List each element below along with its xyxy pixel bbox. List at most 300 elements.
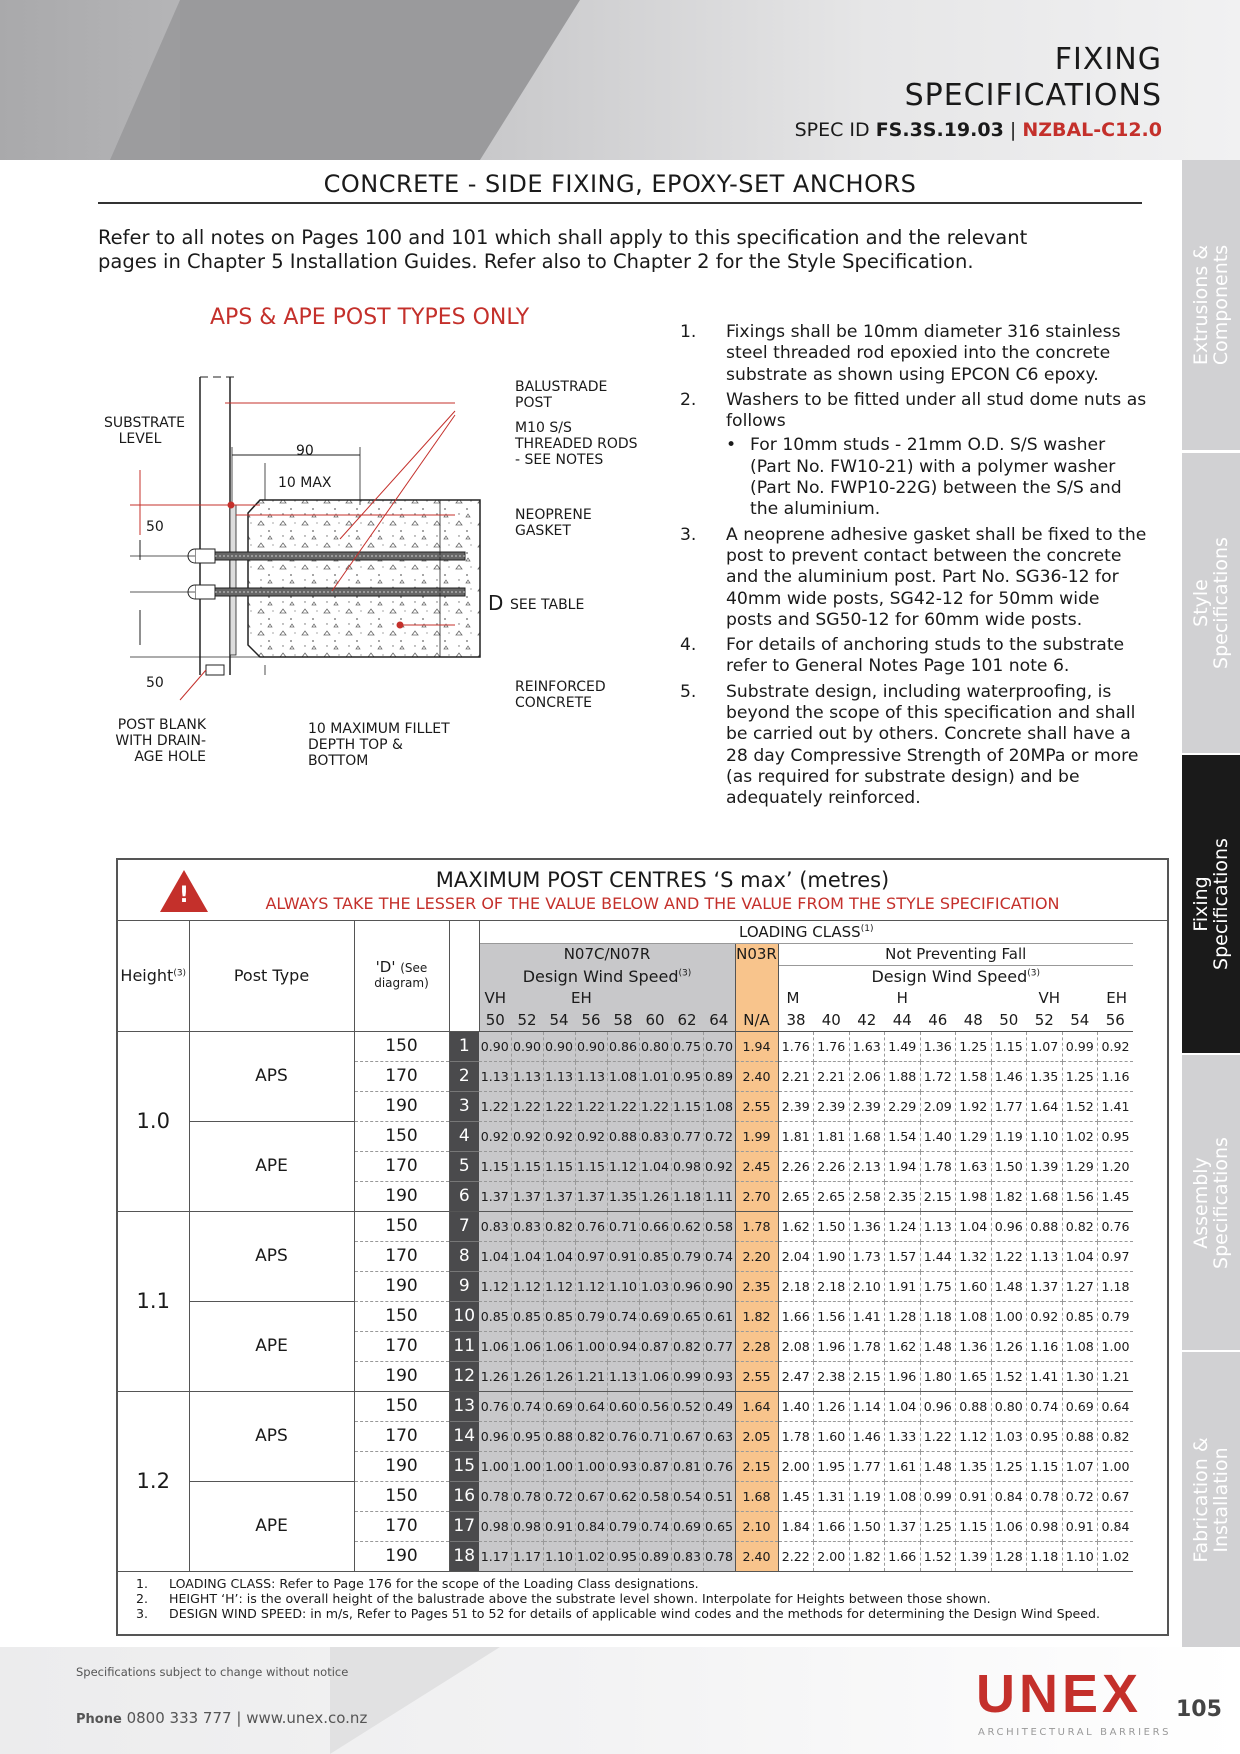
value-cell: 1.13 (607, 1361, 639, 1391)
value-cell: 1.96 (814, 1331, 850, 1361)
value-cell: 1.15 (575, 1151, 607, 1181)
value-cell: 0.82 (671, 1331, 703, 1361)
side-tab-fixing[interactable] (1182, 755, 1240, 1053)
table-title: MAXIMUM POST CENTRES ‘S max’ (metres) (435, 868, 890, 892)
value-cell: 0.93 (607, 1451, 639, 1481)
side-tab-label: Style Specifications (1190, 537, 1232, 669)
value-cell: 1.13 (479, 1061, 511, 1091)
side-tab-fabrication[interactable] (1182, 1352, 1240, 1647)
value-cell: 2.15 (920, 1181, 956, 1211)
row-index-cell: 3 (449, 1091, 479, 1121)
value-cell: 0.92 (1098, 1031, 1134, 1061)
loading-class-header: LOADING CLASS$^{(1)}$ (479, 921, 1133, 943)
value-cell: 0.95 (511, 1421, 543, 1451)
wind-speed-header: 38 (778, 1009, 814, 1031)
value-cell: 1.19 (849, 1481, 885, 1511)
value-cell: 0.98 (671, 1151, 703, 1181)
value-cell: 0.77 (671, 1121, 703, 1151)
phone-label: Phone (76, 1712, 122, 1727)
value-cell: 0.71 (607, 1211, 639, 1241)
value-cell: 2.55 (735, 1361, 778, 1391)
value-cell: 1.21 (1098, 1361, 1134, 1391)
value-cell: 2.18 (814, 1271, 850, 1301)
value-cell: 2.65 (778, 1181, 814, 1211)
value-cell: 1.29 (956, 1121, 992, 1151)
value-cell: 1.06 (639, 1361, 671, 1391)
value-cell: 0.70 (703, 1031, 735, 1061)
value-cell: 0.60 (607, 1391, 639, 1421)
value-cell: 1.80 (920, 1361, 956, 1391)
value-cell: 1.68 (735, 1481, 778, 1511)
row-index-cell: 7 (449, 1211, 479, 1241)
d-value-cell: 190 (354, 1541, 449, 1571)
value-cell: 1.40 (920, 1121, 956, 1151)
d-value-cell: 190 (354, 1271, 449, 1301)
value-cell: 1.00 (543, 1451, 575, 1481)
value-cell: 1.12 (511, 1271, 543, 1301)
table-row (118, 1481, 1133, 1511)
d-value-cell: 190 (354, 1451, 449, 1481)
value-cell: 0.87 (639, 1331, 671, 1361)
spec-label: SPEC ID (794, 119, 870, 141)
value-cell: 1.75 (920, 1271, 956, 1301)
row-index-cell: 6 (449, 1181, 479, 1211)
header-decoration (480, 0, 580, 160)
col-index-header (449, 921, 479, 1031)
value-cell: 1.13 (543, 1061, 575, 1091)
value-cell: 0.64 (575, 1391, 607, 1421)
value-cell: 2.35 (735, 1271, 778, 1301)
footer-contact (76, 1709, 367, 1727)
note-item: 4. For details of anchoring studs to the substrate refer to General Notes Page 101 note 6. (680, 635, 1125, 677)
value-cell: 1.98 (956, 1181, 992, 1211)
value-cell: 1.36 (920, 1031, 956, 1061)
dimension-50-bottom: 50 (146, 675, 164, 691)
table-warning: ALWAYS TAKE THE LESSER OF THE VALUE BELOW AND THE VALUE FROM THE STYLE SPECIFICATION (265, 894, 1060, 913)
wind-speed-header: 52 (511, 1009, 543, 1031)
value-cell: 1.68 (1027, 1181, 1063, 1211)
wind-speed-header: 40 (814, 1009, 850, 1031)
row-index-cell: 9 (449, 1271, 479, 1301)
row-index-cell: 16 (449, 1481, 479, 1511)
value-cell: 1.04 (543, 1241, 575, 1271)
value-cell: 0.82 (543, 1211, 575, 1241)
wind-speed-header: N/A (735, 1009, 778, 1031)
table-footnotes (136, 1576, 1156, 1621)
side-tab-extrusions[interactable] (1182, 160, 1240, 450)
value-cell: 2.15 (849, 1361, 885, 1391)
value-cell: 0.80 (639, 1031, 671, 1061)
value-cell: 0.98 (1027, 1511, 1063, 1541)
side-tab-assembly[interactable] (1182, 1055, 1240, 1350)
value-cell: 0.91 (543, 1511, 575, 1541)
wind-speed-header: 54 (1062, 1009, 1098, 1031)
value-cell: 1.02 (1098, 1541, 1134, 1571)
note-item: 5. Substrate design, including waterproofing, is beyond the scope of this specification and shall be carried out by others. Concrete shall have a 28 day Compressive Strength of 20MPa or more (as required for substrate design) and be adequately reinforced. (680, 681, 1139, 809)
header-title (905, 42, 1162, 114)
value-cell: 1.60 (814, 1421, 850, 1451)
fixing-diagram (100, 365, 660, 785)
value-cell: 0.97 (1098, 1241, 1134, 1271)
phone-number: 0800 333 777 (126, 1709, 232, 1727)
wind-speed-header: 50 (991, 1009, 1027, 1031)
value-cell: 0.84 (575, 1511, 607, 1541)
value-cell: 2.18 (778, 1271, 814, 1301)
value-cell: 1.26 (991, 1331, 1027, 1361)
row-index-cell: 8 (449, 1241, 479, 1271)
side-tab-style[interactable] (1182, 453, 1240, 753)
value-cell: 1.82 (991, 1181, 1027, 1211)
value-cell: 0.92 (543, 1121, 575, 1151)
value-cell: 2.10 (849, 1271, 885, 1301)
value-cell: 1.18 (1098, 1271, 1134, 1301)
value-cell: 0.82 (1098, 1421, 1134, 1451)
value-cell: 1.26 (543, 1361, 575, 1391)
value-cell: 1.26 (511, 1361, 543, 1391)
value-cell: 0.99 (920, 1481, 956, 1511)
value-cell: 0.72 (703, 1121, 735, 1151)
wind-speed-header: 52 (1027, 1009, 1063, 1031)
dimension-90: 90 (296, 443, 314, 459)
value-cell: 1.41 (849, 1301, 885, 1331)
value-cell: 1.65 (956, 1361, 992, 1391)
value-cell: 0.97 (575, 1241, 607, 1271)
value-cell: 1.08 (1062, 1331, 1098, 1361)
value-cell: 1.22 (607, 1091, 639, 1121)
value-cell: 1.22 (920, 1421, 956, 1451)
spec-id-value: FS.3S.19.03 (875, 119, 1004, 141)
wind-zone-h: H (896, 989, 908, 1007)
value-cell: 0.88 (1027, 1211, 1063, 1241)
value-cell: 2.21 (778, 1061, 814, 1091)
value-cell: 0.76 (703, 1451, 735, 1481)
footnote: 2. HEIGHT ‘H’: is the overall height of the balustrade above the substrate level shown. Interpolate for Heights between those shown. (136, 1591, 991, 1606)
col-post-type-header: Post Type (189, 921, 354, 1031)
neoprene-gasket-label: NEOPRENE GASKET (515, 507, 592, 539)
fillet-label: 10 MAXIMUM FILLET DEPTH TOP & BOTTOM (308, 721, 450, 769)
value-cell: 1.08 (956, 1301, 992, 1331)
dimension-d-label: SEE TABLE (510, 597, 585, 613)
value-cell: 1.36 (849, 1211, 885, 1241)
table-row (118, 1301, 1133, 1331)
value-cell: 1.04 (956, 1211, 992, 1241)
value-cell: 0.76 (607, 1421, 639, 1451)
height-cell: 1.0 (118, 1031, 189, 1211)
row-index-cell: 2 (449, 1061, 479, 1091)
spec-notes (680, 322, 1150, 814)
value-cell: 0.82 (1062, 1211, 1098, 1241)
value-cell: 1.00 (575, 1331, 607, 1361)
value-cell: 1.37 (575, 1181, 607, 1211)
value-cell: 1.13 (511, 1061, 543, 1091)
value-cell: 1.22 (543, 1091, 575, 1121)
intro-line: Refer to all notes on Pages 100 and 101 which shall apply to this specification and the relevant (98, 226, 1028, 249)
value-cell: 0.56 (639, 1391, 671, 1421)
value-cell: 2.22 (778, 1541, 814, 1571)
value-cell: 0.79 (1098, 1301, 1134, 1331)
value-cell: 0.54 (671, 1481, 703, 1511)
value-cell: 0.90 (703, 1271, 735, 1301)
value-cell: 0.79 (575, 1301, 607, 1331)
value-cell: 1.88 (885, 1061, 921, 1091)
substrate-level-label: SUBSTRATE LEVEL (104, 415, 185, 447)
value-cell: 1.10 (1062, 1541, 1098, 1571)
value-cell: 1.18 (1027, 1541, 1063, 1571)
wind-speed-header: 62 (671, 1009, 703, 1031)
value-cell: 1.13 (920, 1211, 956, 1241)
row-index-cell: 11 (449, 1331, 479, 1361)
table-row (118, 1211, 1133, 1241)
value-cell: 1.58 (956, 1061, 992, 1091)
value-cell: 0.96 (479, 1421, 511, 1451)
value-cell: 0.71 (639, 1421, 671, 1451)
row-index-cell: 1 (449, 1031, 479, 1061)
warning-icon-mark: ! (178, 883, 190, 908)
value-cell: 2.45 (735, 1151, 778, 1181)
height-cell: 1.1 (118, 1211, 189, 1391)
balustrade-post-label: BALUSTRADE POST (515, 379, 608, 411)
reinforced-concrete-label: REINFORCED CONCRETE (515, 679, 606, 711)
value-cell: 1.06 (543, 1331, 575, 1361)
value-cell: 1.50 (991, 1151, 1027, 1181)
value-cell: 1.25 (956, 1031, 992, 1061)
value-cell: 1.10 (607, 1271, 639, 1301)
value-cell: 1.15 (956, 1511, 992, 1541)
value-cell: 0.98 (511, 1511, 543, 1541)
table-row (118, 1391, 1133, 1421)
value-cell: 2.29 (885, 1091, 921, 1121)
post-type-cell: APE (189, 1301, 354, 1391)
value-cell: 0.83 (671, 1541, 703, 1571)
wind-speed-header: 44 (885, 1009, 921, 1031)
wind-zone-vh: VH (479, 987, 511, 1009)
col-height-header: Height$^{(3)}$ (118, 921, 189, 1031)
wind-zone-eh: EH (1106, 989, 1127, 1007)
wind-speed-header: 46 (920, 1009, 956, 1031)
header-decoration (180, 0, 480, 160)
d-value-cell: 150 (354, 1031, 449, 1061)
value-cell: 1.12 (956, 1421, 992, 1451)
value-cell: 1.00 (991, 1301, 1027, 1331)
dimension-50-top: 50 (146, 519, 164, 535)
value-cell: 1.22 (639, 1091, 671, 1121)
value-cell: 1.41 (1027, 1361, 1063, 1391)
note-item: 2. Washers to be fitted under all stud dome nuts as follows • For 10mm studs - 21mm O.D. S/S washer (Part No. FW10-21) with a polymer washer (Part No. FWP10-22G) between the S/S and the aluminium. (680, 390, 1150, 521)
value-cell: 0.58 (639, 1481, 671, 1511)
value-cell: 1.82 (735, 1301, 778, 1331)
value-cell: 1.08 (703, 1091, 735, 1121)
value-cell: 0.90 (575, 1031, 607, 1061)
spec-id (795, 119, 1162, 141)
post-type-cell: APS (189, 1031, 354, 1121)
group-npf-header: Not Preventing Fall (778, 943, 1133, 965)
value-cell: 0.63 (703, 1421, 735, 1451)
wind-speed-header: 42 (849, 1009, 885, 1031)
value-cell: 1.36 (956, 1331, 992, 1361)
value-cell: 0.91 (607, 1241, 639, 1271)
value-cell: 1.63 (956, 1151, 992, 1181)
wind-zone-vh: VH (1038, 989, 1060, 1007)
value-cell: 0.78 (511, 1481, 543, 1511)
title-divider (98, 202, 1142, 204)
value-cell: 0.69 (1062, 1391, 1098, 1421)
value-cell: 1.68 (849, 1121, 885, 1151)
value-cell: 0.75 (671, 1031, 703, 1061)
value-cell: 1.48 (920, 1331, 956, 1361)
value-cell: 0.62 (671, 1211, 703, 1241)
value-cell: 1.26 (639, 1181, 671, 1211)
height-cell: 1.2 (118, 1391, 189, 1571)
value-cell: 1.15 (543, 1151, 575, 1181)
value-cell: 1.15 (479, 1151, 511, 1181)
value-cell: 2.00 (814, 1541, 850, 1571)
row-index-cell: 12 (449, 1361, 479, 1391)
website-link[interactable]: www.unex.co.nz (246, 1709, 368, 1727)
value-cell: 1.00 (511, 1451, 543, 1481)
value-cell: 1.64 (735, 1391, 778, 1421)
value-cell: 1.33 (885, 1421, 921, 1451)
value-cell: 1.99 (735, 1121, 778, 1151)
value-cell: 0.49 (703, 1391, 735, 1421)
value-cell: 1.91 (885, 1271, 921, 1301)
value-cell: 2.15 (735, 1451, 778, 1481)
value-cell: 0.88 (956, 1391, 992, 1421)
d-value-cell: 150 (354, 1481, 449, 1511)
value-cell: 1.54 (885, 1121, 921, 1151)
value-cell: 1.37 (543, 1181, 575, 1211)
wind-speed-header: 48 (956, 1009, 992, 1031)
value-cell: 1.94 (885, 1151, 921, 1181)
header-row (118, 921, 1133, 943)
value-cell: 1.50 (849, 1511, 885, 1541)
table-row (118, 1031, 1133, 1061)
value-cell: 0.88 (1062, 1421, 1098, 1451)
value-cell: 1.37 (1027, 1271, 1063, 1301)
value-cell: 1.48 (920, 1451, 956, 1481)
value-cell: 0.83 (511, 1211, 543, 1241)
threaded-rods-label: M10 S/S THREADED RODS - SEE NOTES (515, 420, 638, 468)
row-index-cell: 4 (449, 1121, 479, 1151)
diagram-heading: APS & APE POST TYPES ONLY (210, 305, 530, 330)
value-cell: 0.96 (991, 1211, 1027, 1241)
value-cell: 0.89 (639, 1541, 671, 1571)
value-cell: 0.72 (543, 1481, 575, 1511)
intro-line: pages in Chapter 5 Installation Guides. Refer also to Chapter 2 for the Style Specification. (98, 250, 974, 273)
value-cell: 0.85 (479, 1301, 511, 1331)
value-cell: 2.06 (849, 1061, 885, 1091)
value-cell: 1.04 (885, 1391, 921, 1421)
value-cell: 0.99 (671, 1361, 703, 1391)
value-cell: 1.12 (543, 1271, 575, 1301)
value-cell: 0.82 (575, 1421, 607, 1451)
value-cell: 2.05 (735, 1421, 778, 1451)
value-cell: 0.76 (575, 1211, 607, 1241)
value-cell: 2.26 (814, 1151, 850, 1181)
value-cell: 1.56 (1062, 1181, 1098, 1211)
value-cell: 2.26 (778, 1151, 814, 1181)
logo-subtitle: ARCHITECTURAL BARRIERS (978, 1727, 1172, 1738)
value-cell: 0.78 (1027, 1481, 1063, 1511)
wind-speed-header: 50 (479, 1009, 511, 1031)
value-cell: 0.77 (703, 1331, 735, 1361)
value-cell: 0.85 (511, 1301, 543, 1331)
group-n03r-header: N03R (735, 943, 778, 965)
value-cell: 1.82 (849, 1541, 885, 1571)
d-value-cell: 190 (354, 1091, 449, 1121)
d-value-cell: 170 (354, 1331, 449, 1361)
value-cell: 1.66 (778, 1301, 814, 1331)
value-cell: 0.76 (1098, 1211, 1134, 1241)
spec-standard: NZBAL-C12.0 (1022, 119, 1162, 141)
value-cell: 1.02 (575, 1541, 607, 1571)
value-cell: 1.60 (956, 1271, 992, 1301)
page-header (0, 0, 1240, 160)
row-index-cell: 5 (449, 1151, 479, 1181)
value-cell: 1.22 (575, 1091, 607, 1121)
value-cell: 0.85 (543, 1301, 575, 1331)
value-cell: 1.13 (1027, 1241, 1063, 1271)
value-cell: 1.76 (814, 1031, 850, 1061)
row-index-cell: 14 (449, 1421, 479, 1451)
value-cell: 1.63 (849, 1031, 885, 1061)
value-cell: 1.78 (735, 1211, 778, 1241)
value-cell: 0.95 (671, 1061, 703, 1091)
value-cell: 1.40 (778, 1391, 814, 1421)
value-cell: 0.67 (1098, 1481, 1134, 1511)
value-cell: 0.76 (479, 1391, 511, 1421)
value-cell: 1.15 (511, 1151, 543, 1181)
value-cell: 1.96 (885, 1361, 921, 1391)
side-tab-label: Fabrication & Installation (1190, 1436, 1232, 1563)
table-header (118, 860, 1167, 921)
side-tab-label: Extrusions & Components (1190, 244, 1232, 366)
value-cell: 1.06 (479, 1331, 511, 1361)
value-cell: 2.10 (735, 1511, 778, 1541)
value-cell: 2.70 (735, 1181, 778, 1211)
value-cell: 2.65 (814, 1181, 850, 1211)
wind-speed-header: 56 (1098, 1009, 1134, 1031)
value-cell: 0.88 (543, 1421, 575, 1451)
note-item: 3. A neoprene adhesive gasket shall be fixed to the post to prevent contact between the concrete and the aluminium post. Part No. SG36-12 for 40mm wide posts, SG42-12 for 50mm wide posts and SG50-12 for 60mm wide posts. (680, 524, 1147, 630)
n03r-spacer (735, 965, 778, 987)
value-cell: 0.90 (511, 1031, 543, 1061)
value-cell: 1.18 (671, 1181, 703, 1211)
value-cell: 0.87 (639, 1451, 671, 1481)
value-cell: 0.91 (956, 1481, 992, 1511)
d-value-cell: 170 (354, 1421, 449, 1451)
row-index-cell: 15 (449, 1451, 479, 1481)
unex-logo: UNEX (976, 1664, 1143, 1724)
title-line: SPECIFICATIONS (904, 78, 1162, 113)
value-cell: 0.92 (511, 1121, 543, 1151)
row-index-cell: 13 (449, 1391, 479, 1421)
value-cell: 0.89 (703, 1061, 735, 1091)
value-cell: 1.22 (479, 1091, 511, 1121)
value-cell: 0.92 (1027, 1301, 1063, 1331)
d-value-cell: 170 (354, 1061, 449, 1091)
value-cell: 1.00 (1098, 1331, 1134, 1361)
value-cell: 2.47 (778, 1361, 814, 1391)
value-cell: 0.90 (543, 1031, 575, 1061)
value-cell: 0.86 (607, 1031, 639, 1061)
value-cell: 0.74 (511, 1391, 543, 1421)
value-cell: 0.74 (639, 1511, 671, 1541)
value-cell: 1.49 (885, 1031, 921, 1061)
value-cell: 1.01 (639, 1061, 671, 1091)
value-cell: 1.39 (1027, 1151, 1063, 1181)
group-n07-header: N07C/N07R (479, 943, 735, 965)
value-cell: 0.52 (671, 1391, 703, 1421)
